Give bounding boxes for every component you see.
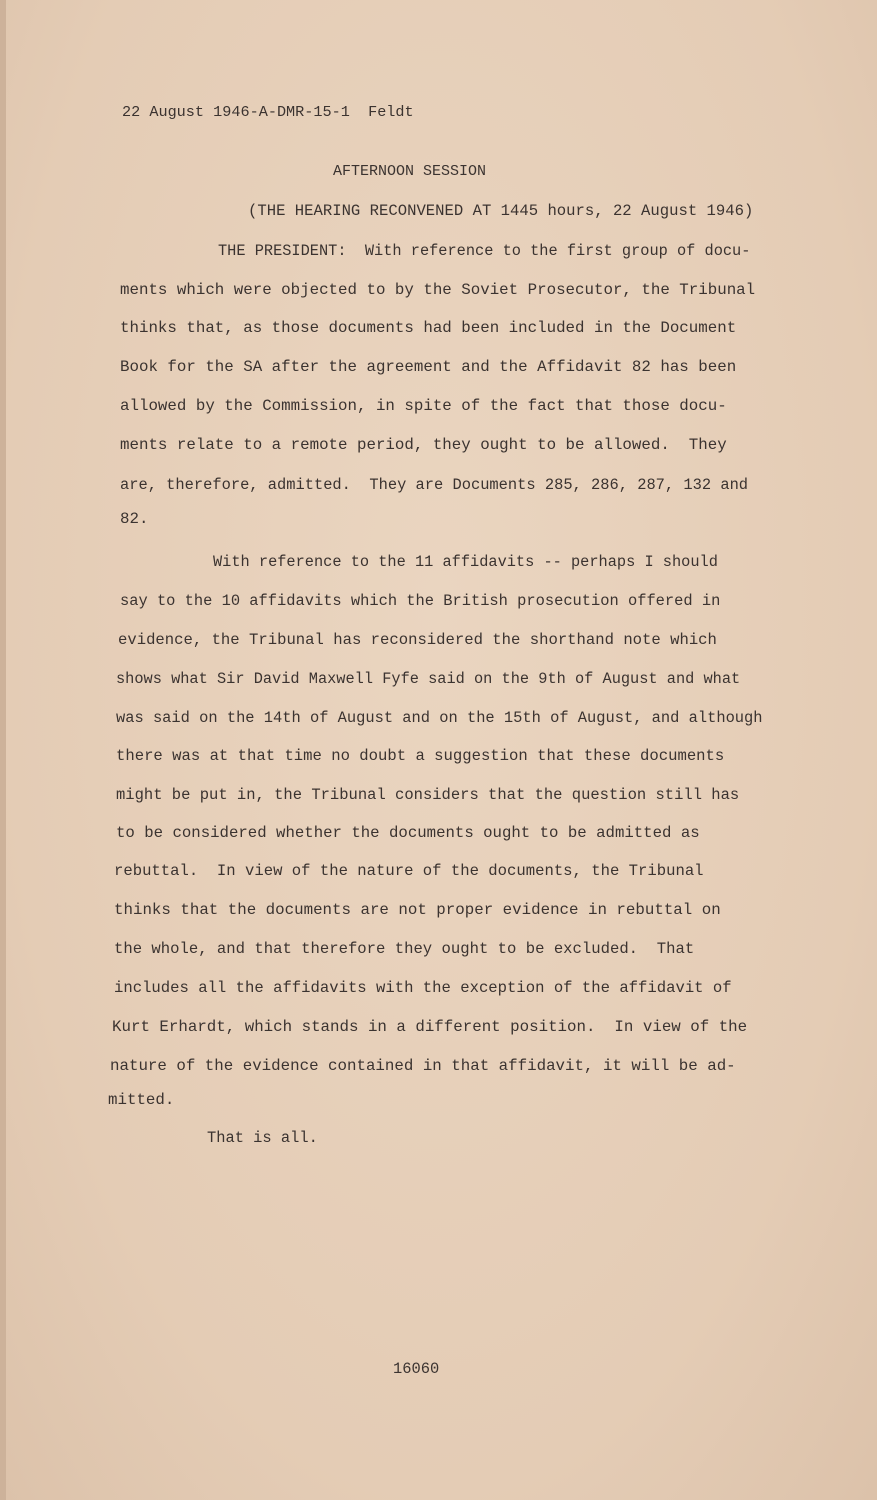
text-line: thinks that, as those documents had been included in the Document	[120, 319, 737, 337]
text-line: rebuttal. In view of the nature of the documents, the Tribunal	[114, 862, 704, 880]
document-header: 22 August 1946-A-DMR-15-1 Feldt	[122, 103, 414, 121]
text-line: the whole, and that therefore they ought to be excluded. That	[114, 940, 695, 958]
text-line: With reference to the 11 affidavits -- perhaps I should	[213, 553, 718, 571]
closing-line: That is all.	[207, 1129, 318, 1147]
text-line: Kurt Erhardt, which stands in a different position. In view of the	[112, 1018, 748, 1036]
text-line: to be considered whether the documents ought to be admitted as	[116, 824, 700, 842]
text-line: evidence, the Tribunal has reconsidered the shorthand note which	[118, 631, 717, 649]
reconvened-note: (THE HEARING RECONVENED AT 1445 hours, 22 August 1946)	[248, 202, 754, 220]
text-line: might be put in, the Tribunal considers that the question still has	[116, 786, 740, 804]
text-line: Book for the SA after the agreement and the Affidavit 82 has been	[120, 358, 737, 376]
text-line: nature of the evidence contained in that affidavit, it will be ad-	[110, 1057, 736, 1075]
text-line: was said on the 14th of August and on the 15th of August, and although	[116, 709, 763, 727]
page-edge	[0, 0, 6, 1500]
text-line: 82.	[120, 510, 149, 528]
text-line: there was at that time no doubt a suggestion that these documents	[116, 747, 725, 765]
text-line: includes all the affidavits with the exception of the affidavit of	[114, 979, 732, 997]
session-title: AFTERNOON SESSION	[333, 163, 487, 180]
text-line: are, therefore, admitted. They are Documents 285, 286, 287, 132 and	[120, 476, 749, 494]
text-line: thinks that the documents are not proper evidence in rebuttal on	[114, 901, 721, 919]
text-line: ments which were objected to by the Soviet Prosecutor, the Tribunal	[120, 281, 756, 299]
text-line: mitted.	[108, 1091, 175, 1109]
text-line: shows what Sir David Maxwell Fyfe said on the 9th of August and what	[116, 670, 741, 688]
text-line: say to the 10 affidavits which the British prosecution offered in	[120, 592, 721, 610]
text-line: allowed by the Commission, in spite of the fact that those docu-	[120, 397, 727, 415]
page-number: 16060	[393, 1360, 440, 1378]
text-line: THE PRESIDENT: With reference to the first group of docu-	[218, 242, 751, 260]
text-line: ments relate to a remote period, they ought to be allowed. They	[120, 436, 727, 454]
